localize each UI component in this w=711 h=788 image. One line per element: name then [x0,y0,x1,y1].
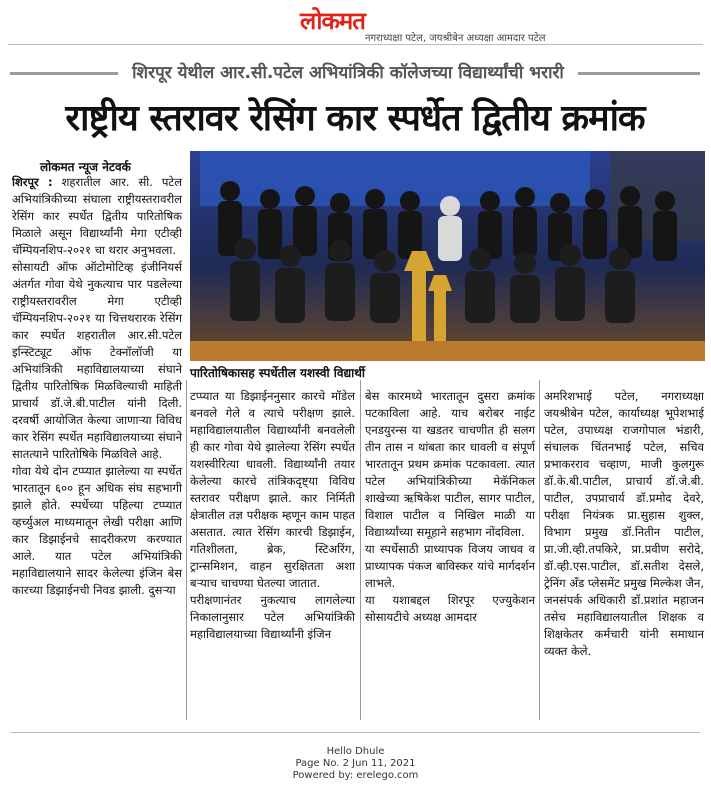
kicker-bar-left [10,72,118,75]
edition-name: Hello Dhule [326,746,385,757]
paragraph: गोवा येथे दोन टप्प्यात झालेल्या या स्पर्धेत भारतातून ६०० हून अधिक संघ सहभागी झाले होते. स्पर्धेच्या पहिल्या टप्प्यात व्हर्च्युअल माध्यमातून लेखी परीक्षा आणि कार डिझाईनचे सादरीकरण करण्यात आले. यात पटेल अभियांत्रिकी महाविद्यालयाने सादर केलेल्या इंजिन बेस कारच्या डिझाईनची निवड झाली. दुसऱ्या [12,464,182,597]
page-footer [200,746,511,782]
article-column-3 [365,388,535,724]
kicker-bar-right [578,72,700,75]
dateline: शिरपूर : [12,175,53,189]
powered-by-link[interactable]: Powered by: erelego.com [292,770,419,781]
headline: राष्ट्रीय स्तरावर रेसिंग कार स्पर्धेत द्वितीय क्रमांक [65,98,645,139]
paragraph: अमरिशभाई पटेल, नगराध्यक्षा जयश्रीबेन पटेल, कार्याध्यक्ष भूपेशभाई पटेल, उपाध्यक्ष राजगोपाल भंडारी, संचालक चिंतनभाई पटेल, सचिव प्रभाकरराव चव्हाण, माजी कुलगुरू डॉ.के.बी.पाटील, प्राचार्य डॉ.जे.बी. पाटील, उपप्राचार्य डॉ.प्रमोद देवरे, परीक्षा नियंत्रक प्रा.सुहास शुक्ल, विभाग प्रमुख डॉ.नितीन पाटील, प्रा.जी.व्ही.तपकिरे, प्रा.प्रवीण सरोदे, डॉ.व्ही.एस.पाटील, डॉ.सतीश देसले, ट्रेनिंग अँड प्लेसमेंट प्रमुख मिल्केश जैन, जनसंपर्क अधिकारी डॉ.प्रशांत महाजन तसेच महाविद्यालयातील शिक्षक व शिक्षकेतर कर्मचारी यांनी समाधान व्यक्त केले. [544,389,704,658]
column-divider [360,380,361,720]
top-divider [8,44,703,45]
article-column-1 [12,174,182,724]
paragraph: बेस कारमध्ये भारतातून दुसरा क्रमांक पटकाविला आहे. याच बरोबर नाईट एनडयुरन्स या खडतर चाचणीत ही सलग तीन तास न थांबता कार धावली व संपूर्ण भारतातून प्रथम क्रमांक पटकावला. त्यात पटेल अभियांत्रिकीच्या मेकॅनिकल शाखेच्या ऋषिकेश पाटील, सागर पाटील, विशाल पाटील व निखिल माळी या विद्यार्थ्यांच्या समूहाने सहभाग नोंदविला. [365,389,535,539]
photo-caption: पारितोषिकासह स्पर्धेतील यशस्वी विद्यार्थी [190,366,366,380]
paragraph: या स्पर्धेसाठी प्राध्यापक विजय जाधव व प्राध्यापक पंकज बाविस्कर यांचे मार्गदर्शन लाभले. [365,542,535,590]
page-info: Page No. 2 Jun 11, 2021 [295,758,416,769]
byline: लोकमत न्यूज नेटवर्क [40,160,131,174]
newspaper-logo: लोकमत [300,7,365,35]
paragraph: या यशाबद्दल शिरपूर एज्युकेशन सोसायटीचे अध्यक्ष आमदार [365,593,535,624]
news-photo [190,151,705,361]
paragraph: सोसायटी ऑफ ऑटोमोटिव्ह इंजीनियर्स अंतर्गत गोवा येथे नुकत्याच पार पडलेल्या राष्ट्रीयस्तरावरील मेगा एटीव्ही चॅम्पियनशिप-२०२१ या चित्तथरारक रेसिंग कार स्पर्धेत शहरातील आर.सी.पटेल इन्स्टिट्यूट ऑफ टेक्नॉलॉजी या अभियांत्रिकी महाविद्यालयाच्या संघाने द्वितीय पारितोषिक मिळविल्याची माहिती प्राचार्य डॉ.जे.बी.पाटील यांनी दिली. दरवर्षी आयोजित केल्या जाणाऱ्या विविध कार रेसिंग स्पर्धेत महाविद्यालयाच्या संघाने सातत्याने पारितोषिके मिळविले आहे. [12,260,182,461]
masthead [0,0,711,44]
article-column-4 [544,388,704,724]
column-divider [539,380,540,720]
kicker-text: शिरपूर येथील आर.सी.पटेल अभियांत्रिकी कॉलेजच्या विद्यार्थ्यांची भरारी [132,63,564,83]
bottom-divider [10,732,700,733]
cut-off-text: नगराध्यक्षा पटेल, जयश्रीबेन अध्यक्षा आमदार पटेल [365,33,546,44]
kicker-row [10,58,700,88]
article-column-2 [190,388,355,724]
paragraph: परीक्षणानंतर नुकत्याच लागलेल्या निकालानुसार पटेल अभियांत्रिकी महाविद्यालयाच्या विद्यार्थ्यांनी इंजिन [190,593,355,641]
team-photo-illustration [190,151,705,361]
paragraph: टप्प्यात या डिझाईननुसार कारचे मॉडेल बनवले गेले व त्याचे परीक्षण झाले. महाविद्यालयातील विद्यार्थ्यांनी बनवलेली ही कार गोवा येथे झालेल्या रेसिंग स्पर्धेत यशस्वीरित्या धावली. विद्यार्थ्यांनी तयार केलेल्या कारचे तांत्रिकदृष्ट्या विविध स्तरावर परीक्षण झाले. कार निर्मिती क्षेत्रातील तज्ञ परीक्षक म्हणून काम पाहत असतात. त्यात रेसिंग कारची डिझाईन, गतिशीलता, ब्रेक, स्टिअरिंग, ट्रान्समिशन, वाहन सुरक्षितता अशा बऱ्याच चाचण्या घेतल्या जातात. [190,389,355,590]
column-divider [186,380,187,720]
paragraph: शहरातील आर. सी. पटेल अभियांत्रिकीच्या संघाला राष्ट्रीयस्तरावरील रेसिंग कार स्पर्धेत द्वितीय पारितोषिक मिळाले असून विद्यार्थ्यांनी मेगा एटीव्ही चॅम्पियनशिप-२०२१ चा थरार अनुभवला. [12,175,183,257]
